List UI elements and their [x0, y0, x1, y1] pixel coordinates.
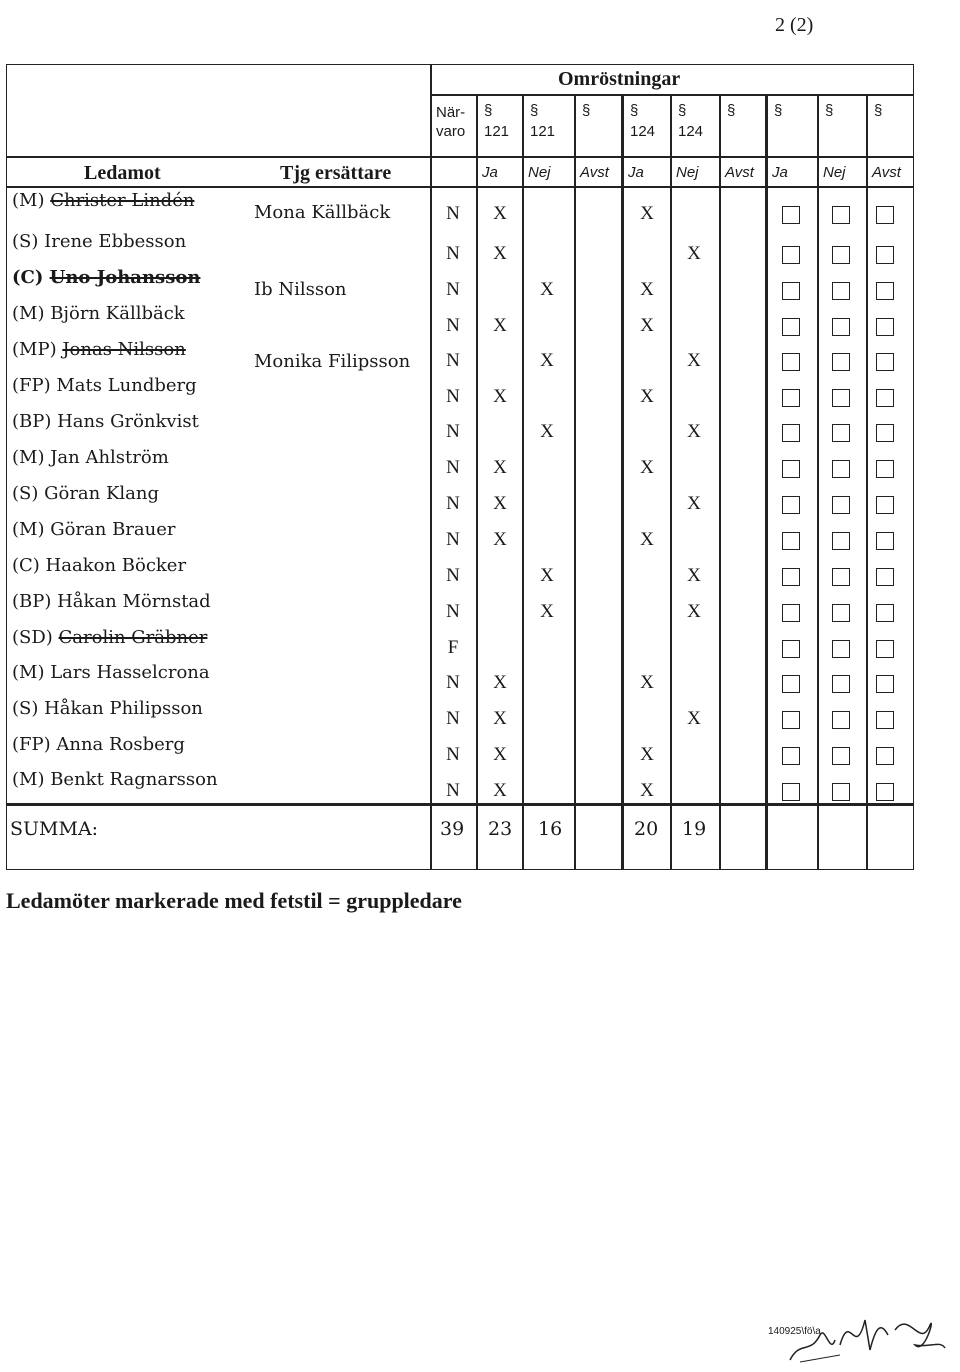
vote-checkbox[interactable]	[876, 747, 894, 765]
footnote: Ledamöter markerade med fetstil = gruppledare	[6, 888, 462, 913]
vote-checkbox[interactable]	[782, 747, 800, 765]
presence-mark: N	[446, 243, 460, 264]
presence-mark: N	[446, 203, 460, 224]
summa-presence: 39	[440, 818, 465, 840]
vote-mark: X	[493, 493, 507, 514]
vote-checkbox[interactable]	[876, 640, 894, 658]
vote-paragraph-symbol: §	[678, 102, 687, 119]
vote-mark: X	[540, 565, 554, 586]
summa-ja-2: 20	[634, 818, 659, 840]
vote-mark: X	[493, 203, 507, 224]
member-name: (BP) Hans Grönkvist	[12, 411, 199, 432]
title-underline	[430, 94, 914, 96]
vote-mark: X	[540, 350, 554, 371]
vote-paragraph-symbol: §	[530, 102, 539, 119]
vote-mark: X	[687, 350, 701, 371]
vote-checkbox[interactable]	[876, 353, 894, 371]
summa-ja-1: 23	[488, 818, 513, 840]
divider	[670, 95, 672, 870]
vote-mark: X	[687, 601, 701, 622]
vote-checkbox[interactable]	[832, 460, 850, 478]
vote-checkbox[interactable]	[832, 424, 850, 442]
vote-subheader: Avst	[580, 164, 609, 181]
presence-mark: N	[446, 601, 460, 622]
vote-mark: X	[540, 601, 554, 622]
presence-mark: N	[446, 565, 460, 586]
vote-subheader: Ja	[772, 164, 788, 181]
vote-subheader: Ja	[482, 164, 498, 181]
vote-checkbox[interactable]	[832, 640, 850, 658]
vote-mark: X	[493, 315, 507, 336]
member-name: (M) Benkt Ragnarsson	[12, 769, 218, 790]
vote-mark: X	[640, 203, 654, 224]
table-title: Omröstningar	[558, 68, 681, 90]
vote-mark: X	[493, 243, 507, 264]
vote-checkbox[interactable]	[782, 711, 800, 729]
vote-mark: X	[640, 529, 654, 550]
vote-paragraph-symbol: §	[630, 102, 639, 119]
member-name: (C) Uno Johansson	[12, 267, 201, 288]
vote-checkbox[interactable]	[782, 532, 800, 550]
vote-checkbox[interactable]	[782, 246, 800, 264]
vote-checkbox[interactable]	[782, 282, 800, 300]
divider-narvaro	[430, 64, 432, 870]
vote-mark: X	[540, 279, 554, 300]
vote-mark: X	[493, 744, 507, 765]
vote-mark: X	[687, 243, 701, 264]
vote-checkbox[interactable]	[782, 568, 800, 586]
presence-mark: N	[446, 421, 460, 442]
vote-mark: X	[493, 672, 507, 693]
vote-mark: X	[493, 780, 507, 801]
presence-mark: N	[446, 708, 460, 729]
vote-checkbox[interactable]	[782, 318, 800, 336]
vote-checkbox[interactable]	[832, 282, 850, 300]
substitute-name: Monika Filipsson	[254, 351, 411, 372]
presence-mark: N	[446, 350, 460, 371]
vote-checkbox[interactable]	[876, 496, 894, 514]
stamp: 140925\fö\a	[768, 1326, 821, 1337]
divider	[522, 95, 524, 870]
divider-vote-start	[476, 95, 478, 870]
page-number: 2 (2)	[775, 14, 814, 36]
member-name: (MP) Jonas Nilsson	[12, 339, 186, 360]
vote-checkbox[interactable]	[832, 604, 850, 622]
vote-paragraph-symbol: §	[874, 102, 883, 119]
vote-checkbox[interactable]	[876, 675, 894, 693]
member-name: (M) Jan Ahlström	[12, 447, 169, 468]
vote-checkbox[interactable]	[876, 568, 894, 586]
vote-mark: X	[640, 279, 654, 300]
ledamot-header: Ledamot	[84, 162, 161, 184]
vote-mark: X	[640, 315, 654, 336]
presence-mark: N	[446, 279, 460, 300]
summa-label: SUMMA:	[10, 818, 99, 840]
vote-mark: X	[540, 421, 554, 442]
vote-checkbox[interactable]	[832, 318, 850, 336]
vote-checkbox[interactable]	[782, 496, 800, 514]
vote-checkbox[interactable]	[832, 711, 850, 729]
vote-subheader: Avst	[725, 164, 754, 181]
vote-checkbox[interactable]	[782, 424, 800, 442]
subheader-line	[6, 186, 914, 188]
divider	[866, 95, 868, 870]
vote-paragraph-number: 124	[678, 123, 704, 140]
vote-checkbox[interactable]	[876, 206, 894, 224]
narvaro-header-2: varo	[436, 123, 466, 140]
member-name: (SD) Carolin Gräbner	[12, 627, 208, 648]
vote-mark: X	[640, 672, 654, 693]
vote-checkbox[interactable]	[782, 353, 800, 371]
divider	[817, 95, 819, 870]
vote-paragraph-symbol: §	[825, 102, 834, 119]
presence-mark: N	[446, 457, 460, 478]
vote-mark: X	[493, 386, 507, 407]
vote-checkbox[interactable]	[876, 318, 894, 336]
vote-checkbox[interactable]	[832, 568, 850, 586]
vote-checkbox[interactable]	[876, 532, 894, 550]
vote-checkbox[interactable]	[782, 640, 800, 658]
substitute-name: Mona Källbäck	[254, 202, 391, 223]
vote-paragraph-symbol: §	[727, 102, 736, 119]
vote-checkbox[interactable]	[832, 747, 850, 765]
vote-subheader: Nej	[528, 164, 551, 181]
vote-subheader: Ja	[628, 164, 644, 181]
presence-mark: N	[446, 493, 460, 514]
member-name: (BP) Håkan Mörnstad	[12, 591, 211, 612]
member-name: (M) Lars Hasselcrona	[12, 662, 210, 683]
vote-paragraph-symbol: §	[484, 102, 493, 119]
vote-paragraph-number: 121	[484, 123, 510, 140]
vote-checkbox[interactable]	[832, 496, 850, 514]
vote-checkbox[interactable]	[832, 246, 850, 264]
vote-paragraph-symbol: §	[774, 102, 783, 119]
presence-mark: N	[446, 780, 460, 801]
member-name: (FP) Anna Rosberg	[12, 734, 185, 755]
vote-checkbox[interactable]	[782, 389, 800, 407]
header-line	[6, 156, 914, 158]
ersattare-header: Tjg ersättare	[280, 162, 392, 184]
vote-mark: X	[493, 457, 507, 478]
member-name: (S) Håkan Philipsson	[12, 698, 203, 719]
vote-mark: X	[493, 708, 507, 729]
vote-paragraph-number: 121	[530, 123, 556, 140]
vote-mark: X	[687, 708, 701, 729]
signature-initials	[780, 1300, 950, 1370]
vote-checkbox[interactable]	[876, 246, 894, 264]
vote-mark: X	[493, 529, 507, 550]
substitute-name: Ib Nilsson	[254, 279, 347, 300]
vote-checkbox[interactable]	[876, 783, 894, 801]
vote-checkbox[interactable]	[876, 282, 894, 300]
member-name: (S) Göran Klang	[12, 483, 160, 504]
vote-paragraph-number: 124	[630, 123, 656, 140]
summa-nej-1: 16	[538, 818, 563, 840]
vote-checkbox[interactable]	[832, 389, 850, 407]
member-name: (FP) Mats Lundberg	[12, 375, 197, 396]
vote-checkbox[interactable]	[782, 206, 800, 224]
vote-checkbox[interactable]	[782, 675, 800, 693]
vote-mark: X	[687, 421, 701, 442]
member-name: (C) Haakon Böcker	[12, 555, 187, 576]
summa-nej-2: 19	[682, 818, 707, 840]
vote-mark: X	[687, 493, 701, 514]
vote-checkbox[interactable]	[782, 604, 800, 622]
presence-mark: N	[446, 744, 460, 765]
vote-checkbox[interactable]	[832, 675, 850, 693]
vote-checkbox[interactable]	[782, 783, 800, 801]
presence-mark: N	[446, 315, 460, 336]
summa-line	[6, 803, 914, 806]
vote-checkbox[interactable]	[782, 460, 800, 478]
vote-mark: X	[640, 457, 654, 478]
vote-checkbox[interactable]	[876, 604, 894, 622]
presence-mark: N	[446, 529, 460, 550]
vote-checkbox[interactable]	[832, 783, 850, 801]
vote-checkbox[interactable]	[876, 711, 894, 729]
member-name: (S) Irene Ebbesson	[12, 231, 187, 252]
vote-checkbox[interactable]	[832, 532, 850, 550]
narvaro-header-1: När-	[436, 104, 466, 121]
vote-mark: X	[687, 565, 701, 586]
vote-subheader: Nej	[823, 164, 846, 181]
vote-checkbox[interactable]	[876, 424, 894, 442]
vote-checkbox[interactable]	[832, 206, 850, 224]
vote-mark: X	[640, 744, 654, 765]
vote-mark: X	[640, 386, 654, 407]
member-name: (M) Göran Brauer	[12, 519, 176, 540]
vote-subheader: Avst	[872, 164, 901, 181]
vote-subheader: Nej	[676, 164, 699, 181]
vote-paragraph-symbol: §	[582, 102, 591, 119]
member-name: (M) Christer Lindén	[12, 190, 195, 211]
member-name: (M) Björn Källbäck	[12, 303, 185, 324]
vote-checkbox[interactable]	[876, 389, 894, 407]
divider-group	[765, 95, 768, 870]
vote-mark: X	[640, 780, 654, 801]
presence-mark: N	[446, 672, 460, 693]
vote-checkbox[interactable]	[832, 353, 850, 371]
divider-group	[621, 95, 624, 870]
presence-mark: N	[446, 386, 460, 407]
divider	[719, 95, 721, 870]
divider	[574, 95, 576, 870]
vote-checkbox[interactable]	[876, 460, 894, 478]
presence-mark: F	[447, 637, 459, 658]
